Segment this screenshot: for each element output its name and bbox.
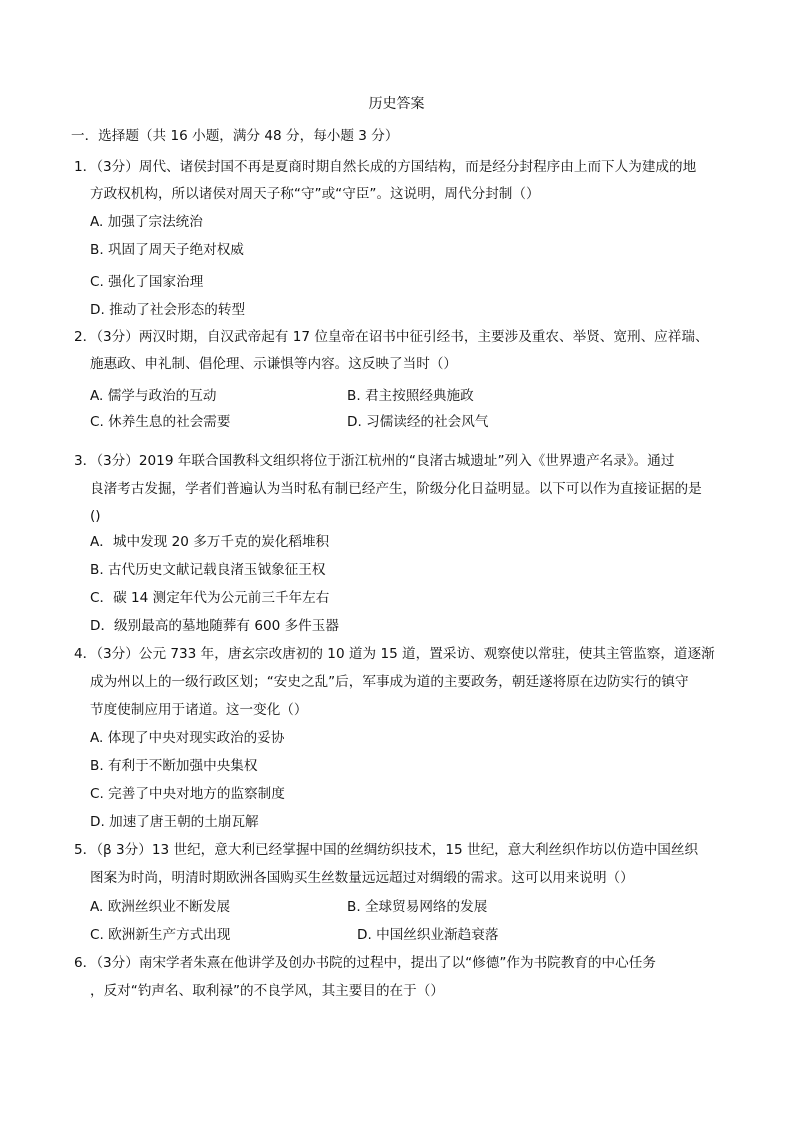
question-5-option-c: C. 欧洲新生产方式出现 — [90, 927, 231, 943]
question-6-stem-line-1: 6．（3分）南宋学者朱熹在他讲学及创办书院的过程中，提出了以“修德”作为书院教育的中心任务 — [74, 955, 656, 971]
question-2-option-a: A. 儒学与政治的互动 — [90, 388, 217, 404]
section-heading: 一．选择题（共 16 小题，满分 48 分，每小题 3 分） — [71, 128, 399, 144]
question-2-option-b: B. 君主按照经典施政 — [347, 388, 474, 404]
question-1-option-d: D. 推动了社会形态的转型 — [90, 302, 246, 318]
question-3-option-a: A．城中发现 20 多万千克的炭化稻堆积 — [90, 534, 330, 550]
question-1-option-a: A. 加强了宗法统治 — [90, 214, 203, 230]
question-3-option-c: C．碳 14 测定年代为公元前三千年左右 — [90, 590, 330, 606]
question-4-stem-line-3: 节度使制应用于诸道。这一变化（） — [90, 702, 308, 718]
question-5-option-d: D. 中国丝织业渐趋衰落 — [357, 927, 499, 943]
question-2-option-c: C. 休养生息的社会需要 — [90, 414, 231, 430]
question-3-stem-line-1: 3．（3分）2019 年联合国教科文组织将位于浙江杭州的“良渚古城遗址”列入《世界遗产名录》。通过 — [74, 453, 675, 469]
question-4-option-d: D. 加速了唐王朝的土崩瓦解 — [90, 814, 259, 830]
question-1-stem-line-1: 1．（3分）周代、诸侯封国不再是夏商时期自然长成的方国结构，而是经分封程序由上而下人为建成的地 — [74, 159, 697, 175]
question-3-option-d: D．级别最高的墓地随葬有 600 多件玉器 — [90, 618, 339, 634]
question-5-stem-line-2: 图案为时尚，明清时期欧洲各国购买生丝数量远远超过对绸缎的需求。这可以用来说明（） — [90, 870, 634, 886]
question-4-option-a: A. 体现了中央对现实政治的妥协 — [90, 730, 285, 746]
question-1-option-c: C. 强化了国家治理 — [90, 274, 204, 290]
question-2-option-d: D. 习儒读经的社会风气 — [347, 414, 489, 430]
question-2-stem-line-1: 2．（3分）两汉时期，自汉武帝起有 17 位皇帝在诏书中征引经书，主要涉及重农、举贤、宽刑、应祥瑞、 — [74, 329, 709, 345]
question-4-stem-line-1: 4．（3分）公元 733 年，唐玄宗改唐初的 10 道为 15 道，置采访、观察使以常驻，使其主管监察，道逐渐 — [74, 646, 715, 662]
question-4-option-b: B. 有利于不断加强中央集权 — [90, 758, 258, 774]
question-3-stem-line-2: 良渚考古发掘，学者们普遍认为当时私有制已经产生，阶级分化日益明显。以下可以作为直接证据的是 — [90, 481, 702, 497]
question-3-stem-line-3: () — [90, 508, 101, 524]
question-5-stem-line-1: 5．（β 3分）13 世纪，意大利已经掌握中国的丝绸纺织技术，15 世纪，意大利丝织作坊以仿造中国丝织 — [74, 842, 699, 858]
question-2-stem-line-2: 施惠政、申礼制、倡伦理、示谦惧等内容。这反映了当时（） — [90, 356, 458, 372]
question-5-option-a: A. 欧洲丝织业不断发展 — [90, 899, 231, 915]
question-4-stem-line-2: 成为州以上的一级行政区划；“安史之乱”后，军事成为道的主要政务，朝廷遂将原在边防实行的镇守 — [90, 674, 689, 690]
question-1-option-b: B. 巩固了周天子绝对权威 — [90, 242, 244, 258]
question-1-stem-line-2: 方政权机构，所以诸侯对周天子称“守”或“守臣”。这说明，周代分封制（） — [90, 186, 540, 202]
question-6-stem-line-2: ，反对“钓声名、取利禄”的不良学风，其主要目的在于（） — [90, 983, 444, 999]
question-3-option-b: B. 古代历史文献记载良渚玉钺象征王权 — [90, 562, 326, 578]
question-5-option-b: B. 全球贸易网络的发展 — [347, 899, 488, 915]
question-4-option-c: C. 完善了中央对地方的监察制度 — [90, 786, 285, 802]
document-title: 历史答案 — [368, 96, 425, 112]
